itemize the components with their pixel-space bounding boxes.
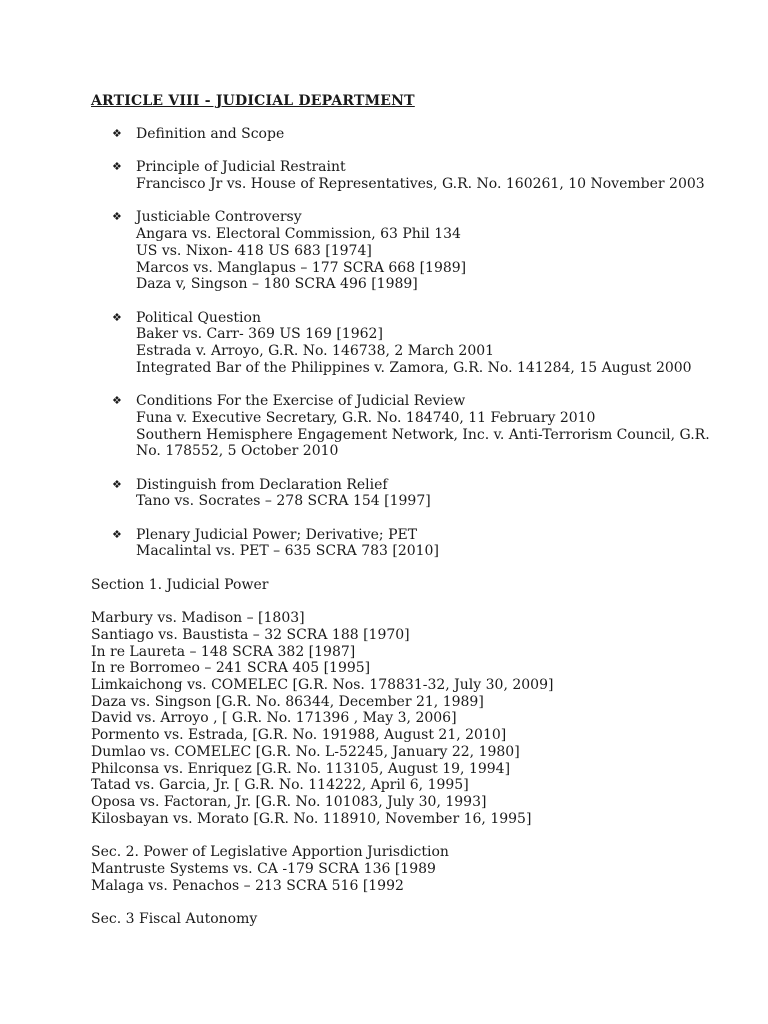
topic-item [91,209,691,293]
case-citation: Tatad vs. Garcia, Jr. [ G.R. No. 114222, April 6, 1995] [91,777,469,794]
section-3-heading: Sec. 3 Fiscal Autonomy [91,910,258,927]
case-citation: Pormento vs. Estrada, [G.R. No. 191988, August 21, 2010] [91,727,507,744]
topic-item [91,477,691,510]
topic-heading: Justiciable Controversy [136,209,302,226]
case-citation: Estrada v. Arroyo, G.R. No. 146738, 2 March 2001 [136,343,495,360]
case-citation: In re Borromeo – 241 SCRA 405 [1995] [91,660,371,677]
case-citation: Philconsa vs. Enriquez [G.R. No. 113105, August 19, 1994] [91,760,511,777]
case-citation: Malaga vs. Penachos – 213 SCRA 516 [1992 [91,877,404,894]
topic-item [91,126,691,143]
topic-item [91,159,705,193]
topic-item [91,527,691,560]
topic-item [91,393,710,460]
topic-heading: Principle of Judicial Restraint [136,159,346,176]
case-citation: Integrated Bar of the Philippines v. Zamora, G.R. No. 141284, 15 August 2000 [136,359,692,376]
case-citation: Macalintal vs. PET – 635 SCRA 783 [2010] [136,543,439,560]
topic-heading: Plenary Judicial Power; Derivative; PET [136,526,418,543]
case-citation: No. 178552, 5 October 2010 [136,443,339,460]
case-citation: In re Laureta – 148 SCRA 382 [1987] [91,643,356,660]
section-1-heading: Section 1. Judicial Power [91,576,269,593]
case-citation: Santiago vs. Baustista – 32 SCRA 188 [1970] [91,626,410,643]
diamond-bullet-icon: ❖ [112,477,122,491]
diamond-bullet-icon: ❖ [112,127,122,140]
topic-list [91,126,710,560]
diamond-bullet-icon: ❖ [112,210,122,224]
case-citation: Angara vs. Electoral Commission, 63 Phil 134 [136,226,461,243]
case-citation: David vs. Arroyo , [ G.R. No. 171396 , May 3, 2006] [91,710,457,727]
case-citation: Southern Hemisphere Engagement Network, Inc. v. Anti-Terrorism Council, G.R. [136,426,710,443]
case-citation: Francisco Jr vs. House of Representatives, G.R. No. 160261, 10 November 2003 [136,176,705,193]
case-citation: Kilosbayan vs. Morato [G.R. No. 118910, November 16, 1995] [91,810,532,827]
topic-heading: Definition and Scope [136,126,285,142]
case-citation: Daza vs. Singson [G.R. No. 86344, December 21, 1989] [91,693,484,710]
section-2-case-list [91,861,691,894]
diamond-bullet-icon: ❖ [112,310,122,324]
section-2-heading: Sec. 2. Power of Legislative Apportion Jurisdiction [91,844,449,861]
document-title: ARTICLE VIII - JUDICIAL DEPARTMENT [91,93,415,109]
topic-heading: Distinguish from Declaration Relief [136,476,388,493]
topic-heading: Conditions For the Exercise of Judicial Review [136,393,466,410]
case-citation: Mantruste Systems vs. CA -179 SCRA 136 [1989 [91,860,436,877]
diamond-bullet-icon: ❖ [112,160,122,174]
document-page [91,92,710,928]
section-1-case-list [91,610,691,827]
case-citation: Oposa vs. Factoran, Jr. [G.R. No. 101083, July 30, 1993] [91,794,487,810]
topic-item [91,310,691,377]
case-citation: Tano vs. Socrates – 278 SCRA 154 [1997] [136,493,431,510]
case-citation: Dumlao vs. COMELEC [G.R. No. L-52245, January 22, 1980] [91,743,520,760]
topic-heading: Political Question [136,309,261,326]
case-citation: Daza v, Singson – 180 SCRA 496 [1989] [136,276,418,293]
case-citation: Marbury vs. Madison – [1803] [91,610,305,627]
diamond-bullet-icon: ❖ [112,394,122,408]
case-citation: Baker vs. Carr- 369 US 169 [1962] [136,326,383,343]
case-citation: US vs. Nixon- 418 US 683 [1974] [136,242,372,259]
case-citation: Funa v. Executive Secretary, G.R. No. 184740, 11 February 2010 [136,409,596,426]
diamond-bullet-icon: ❖ [112,527,122,541]
case-citation: Marcos vs. Manglapus – 177 SCRA 668 [1989] [136,259,467,276]
case-citation: Limkaichong vs. COMELEC [G.R. Nos. 178831-32, July 30, 2009] [91,677,554,694]
